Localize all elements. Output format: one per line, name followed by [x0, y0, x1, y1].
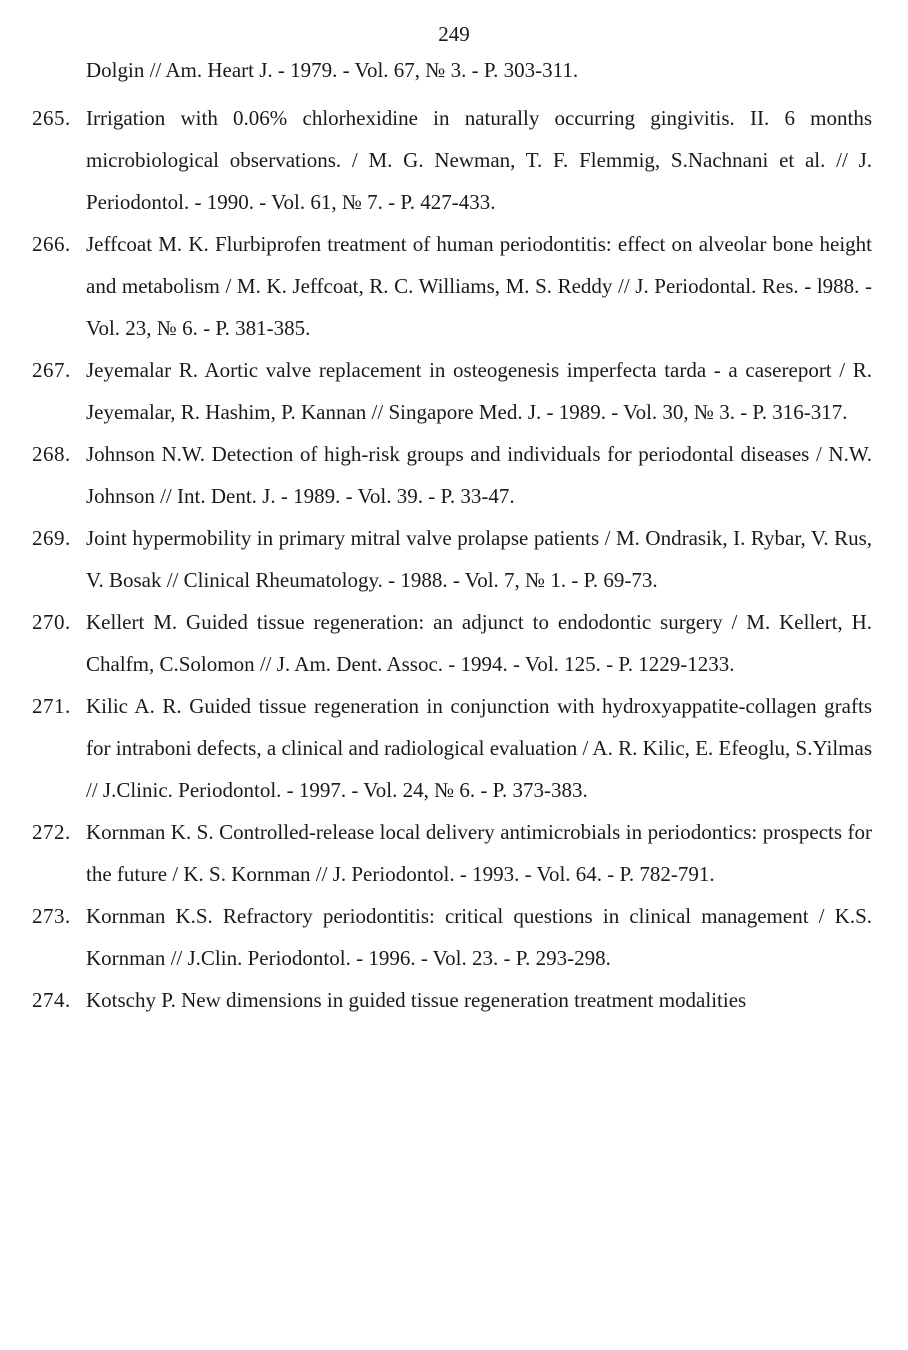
reference-number: 272. — [32, 820, 71, 844]
reference-item — [0, 685, 908, 811]
reference-number: 269. — [32, 526, 71, 550]
reference-number: 266. — [32, 232, 71, 256]
reference-text: Kornman K. S. Controlled-release local delivery antimicrobials in periodontics: prospects for the future / K. S. Kornman // J. Periodontol. - 1993. - Vol. 64. - P. 782-791. — [86, 820, 872, 886]
reference-item — [0, 97, 908, 223]
reference-text: Joint hypermobility in primary mitral valve prolapse patients / M. Ondrasik, I. Rybar, V. Rus, V. Bosak // Clinical Rheumatology. - 1988. - Vol. 7, № 1. - P. 69-73. — [86, 526, 872, 592]
reference-item — [0, 811, 908, 895]
reference-item — [0, 979, 908, 1021]
reference-list — [0, 97, 908, 1021]
reference-number: 268. — [32, 442, 71, 466]
reference-text: Irrigation with 0.06% chlorhexidine in naturally occurring gingivitis. II. 6 months microbiological observations. / M. G. Newman, T. F. Flemmig, S.Nachnani et al. // J. Periodontol. - 1990. - Vol. 61, № 7. - P. 427-433. — [86, 106, 872, 214]
reference-text: Jeffcoat M. K. Flurbiprofen treatment of human periodontitis: effect on alveolar bone height and metabolism / M. K. Jeffcoat, R. C. Williams, M. S. Reddy // J. Periodontal. Res. - l988. - Vol. 23, № 6. - P. 381-385. — [86, 232, 872, 340]
reference-number: 270. — [32, 610, 71, 634]
reference-item — [0, 349, 908, 433]
reference-text: Kellert M. Guided tissue regeneration: an adjunct to endodontic surgery / M. Kellert, H. Chalfm, C.Solomon // J. Am. Dent. Assoc. - 1994. - Vol. 125. - P. 1229-1233. — [86, 610, 872, 676]
reference-number: 267. — [32, 358, 71, 382]
reference-number: 271. — [32, 694, 71, 718]
reference-continuation: Dolgin // Am. Heart J. - 1979. - Vol. 67, № 3. - P. 303-311. — [86, 58, 579, 82]
reference-number: 265. — [32, 106, 71, 130]
reference-item — [0, 895, 908, 979]
reference-item — [0, 601, 908, 685]
reference-number: 274. — [32, 988, 71, 1012]
reference-item — [0, 433, 908, 517]
reference-number: 273. — [32, 904, 71, 928]
reference-text: Kotschy P. New dimensions in guided tissue regeneration treatment modalities — [86, 988, 747, 1012]
reference-text: Johnson N.W. Detection of high-risk groups and individuals for periodontal diseases / N.W. Johnson // Int. Dent. J. - 1989. - Vol. 39. - P. 33-47. — [86, 442, 872, 508]
reference-item — [0, 517, 908, 601]
reference-text: Jeyemalar R. Aortic valve replacement in osteogenesis imperfecta tarda - a casereport / R. Jeyemalar, R. Hashim, P. Kannan // Singapore Med. J. - 1989. - Vol. 30, № 3. - P. 316-317. — [86, 358, 872, 424]
reference-text: Kornman K.S. Refractory periodontitis: critical questions in clinical management / K.S. Kornman // J.Clin. Periodontol. - 1996. - Vol. 23. - P. 293-298. — [86, 904, 872, 970]
page-number: 249 — [438, 22, 470, 46]
reference-item — [0, 223, 908, 349]
reference-text: Kilic A. R. Guided tissue regeneration in conjunction with hydroxyappatite-collagen grafts for intraboni defects, a clinical and radiological evaluation / A. R. Kilic, E. Efeoglu, S.Yilmas // J.Clinic. Periodontol. - 1997. - Vol. 24, № 6. - P. 373-383. — [86, 694, 872, 802]
